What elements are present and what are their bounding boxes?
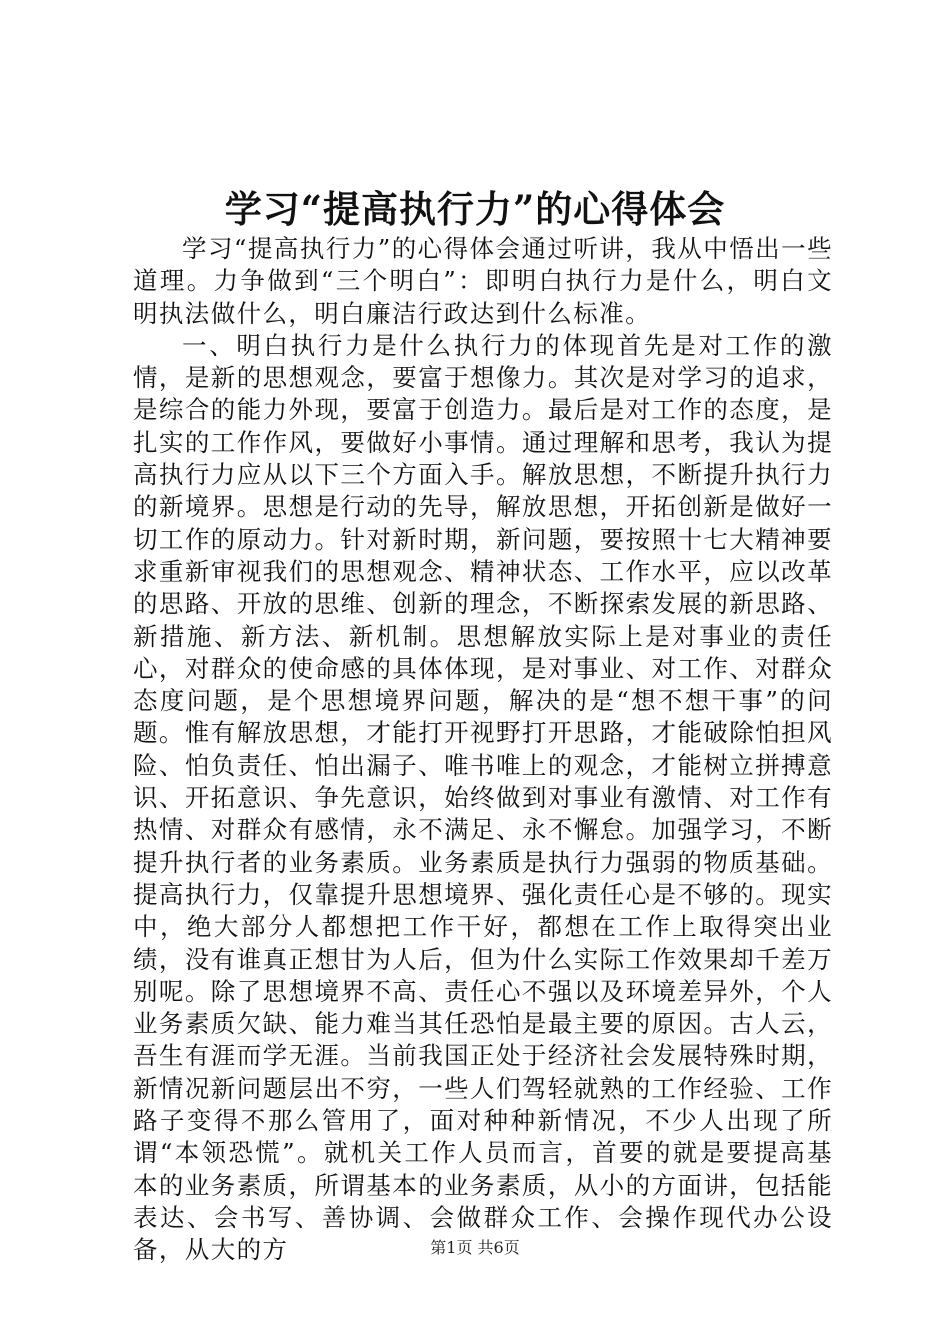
document-title: 学习“提高执行力”的心得体会 [224,187,726,231]
document-body [133,233,833,1267]
paragraph-intro: 学习“提高执行力”的心得体会通过听讲，我从中悟出一些道理。力争做到“三个明白”：即明白执行力是什么，明白文明执法做什么，明白廉洁行政达到什么标准。 [133,234,833,328]
paragraph-section-one: 一、明白执行力是什么执行力的体现首先是对工作的激情，是新的思想观念，要富于想像力。其次是对学习的追求，是综合的能力外现，要富于创造力。最后是对工作的态度，是扎实的工作作风，要做好小事情。通过理解和思考，我认为提高执行力应从以下三个方面入手。解放思想，不断提升执行力的新境界。思想是行动的先导，解放思想，开拓创新是做好一切工作的原动力。针对新时期，新问题，要按照十七大精神要求重新审视我们的思想观念、精神状态、工作水平，应以改革的思路、开放的思维、创新的理念，不断探索发展的新思路、新措施、新方法、新机制。思想解放实际上是对事业的责任心，对群众的使命感的具体体现，是对事业、对工作、对群众态度问题，是个思想境界问题，解决的是“想不想干事”的问题。惟有解放思想，才能打开视野打开思路，才能破除怕担风险、怕负责任、怕出漏子、唯书唯上的观念，才能树立拼搏意识、开拓意识、争先意识，始终做到对事业有激情、对工作有热情、对群众有感情，永不满足、永不懈怠。加强学习，不断提升执行者的业务素质。业务素质是执行力强弱的物质基础。提高执行力，仅靠提升思想境界、强化责任心是不够的。现实中，绝大部分人都想把工作干好，都想在工作上取得突出业绩，没有谁真正想甘为人后，但为什么实际工作效果却千差万别呢。除了思想境界不高、责任心不强以及环境差异外，个人业务素质欠缺、能力难当其任恐怕是最主要的原因。古人云，吾生有涯而学无涯。当前我国正处于经济社会发展特殊时期，新情况新问题层出不穷，一些人们驾轻就熟的工作经验、工作路子变得不那么管用了，面对种种新情况，不少人出现了所谓“本领恐慌”。就机关工作人员而言，首要的就是要提高基本的业务素质，所谓基本的业务素质，从小的方面讲，包括能表达、会书写、善协调、会做群众工作、会操作现代办公设备，从大的方 [133,330,833,1265]
page-number-footer: 第1页 共6页 [430,1238,520,1257]
